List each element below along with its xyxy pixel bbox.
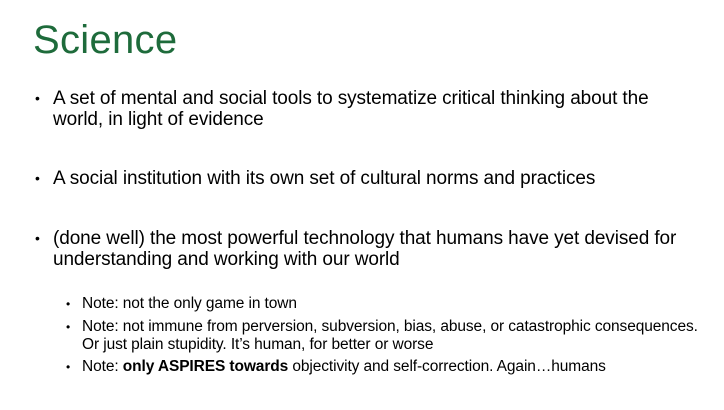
sub-bullet-text: Note: not immune from perversion, subversion, bias, abuse, or catastrophic consequences. Or just plain stupidity. It’s human, for better or worse (82, 318, 698, 353)
sub-bullet-emphasis: only ASPIRES towards (122, 358, 289, 375)
bullet-item (33, 228, 693, 270)
sub-bullet-text: Note: not the only game in town (82, 295, 297, 312)
bullet-text: (done well) the most powerful technology that humans have yet devised for understanding and working with our world (53, 228, 677, 270)
sub-bullet-item (66, 295, 706, 313)
bullet-text: A social institution with its own set of cultural norms and practices (53, 168, 596, 189)
sub-bullet-dot-icon: • (66, 297, 71, 311)
bullet-dot-icon: • (35, 170, 40, 186)
sub-bullet-text (82, 358, 706, 376)
bullet-item (33, 168, 693, 189)
sub-bullet-dot-icon: • (66, 360, 71, 374)
bullet-dot-icon: • (35, 230, 40, 246)
bullet-dot-icon: • (35, 90, 40, 106)
slide-title: Science (33, 18, 178, 62)
bullet-item (33, 88, 693, 130)
sub-bullet-dot-icon: • (66, 320, 71, 334)
sub-bullet-item (66, 318, 706, 354)
sub-bullet-suffix: objectivity and self-correction. Again…humans (288, 358, 606, 375)
bullet-text: A set of mental and social tools to systematize critical thinking about the world, in light of evidence (53, 88, 649, 130)
sub-bullet-prefix: Note: (82, 358, 123, 375)
sub-bullet-item (66, 358, 706, 376)
